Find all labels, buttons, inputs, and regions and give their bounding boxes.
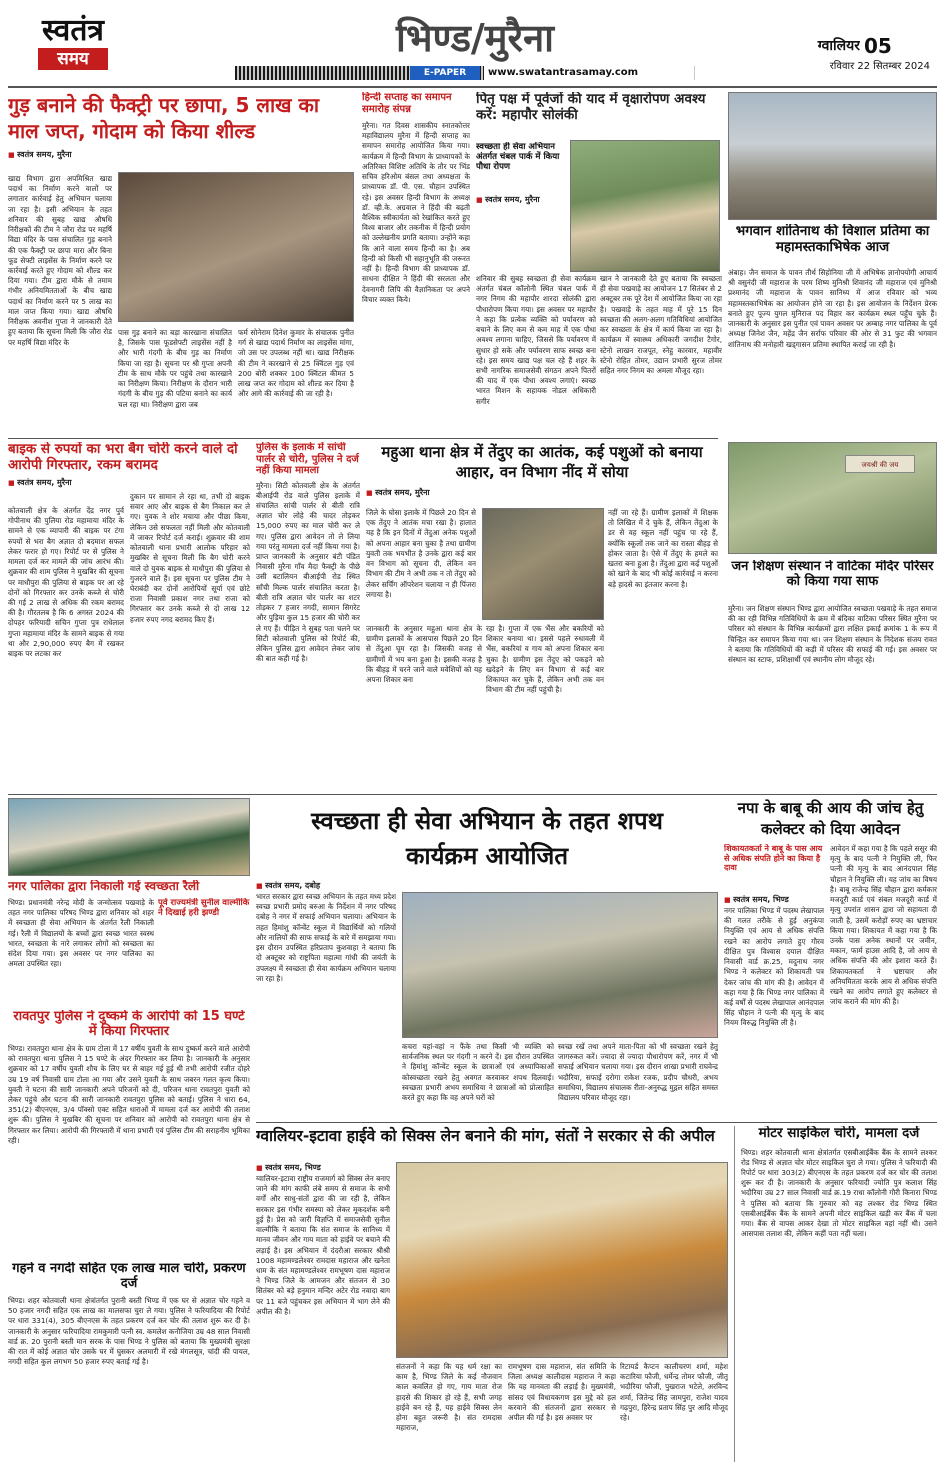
leopard-photo (482, 508, 604, 620)
body-col-3: रामभूषण दास महाराज, संत समिति के जिला अध्यक्ष कालीदास महाराज ने कहा कि यह मानवता की लड़ाई है। मुख्यमंत्री, सांसद एवं विधायकगण इस मुद्दे को हल करवाने की संतजनों द्वारा सरकार से अपील की गई है। इस अवसर पर (508, 1362, 616, 1423)
body: अंबाह। जैन समाज के पावन तीर्थ सिहोनिया जी में अभिषेक ज्ञानोपयोगी आचार्य श्री वसुनंदी जी महाराज के परम शिष्य मुनिश्री शिवानंद जी महाराज एवं मुनिश्री प्रश्मानंद जी महाराज के पावन सानिध्य में आज रविवार को भव्य महामस्तकाभिषेक का आयोजन होने जा रहा है। इस आयोजन के निर्देशन प्रेरक बनाते हुए पूज्य युगल मुनिराज पद विहार कर कार्यक्रम स्थल पहुँच चुके हैं। जानकारी के अनुसार इस पुनीत एवं पावन अवसर पर अम्बाह नगर पालिका के पूर्व अध्यक्ष जिनेश जैन, महेंद्र जैन सर्राफ परिवार की ओर से 31 फुट की भगवान शांतिनाथ की मनोहारी खड्गासन प्रतिमा स्थापित कराई जा रही है। (728, 268, 937, 349)
headline: नगर पालिका द्वारा निकाली गई स्वच्छता रैली (8, 880, 200, 893)
masthead-rule (8, 86, 937, 88)
body-col-4: नहीं जा रहे हैं। ग्रामीण इलाकों में शिक्षक तो लिखित में दे चुके हैं, लेकिन तेंदुआ के डर से वह स्कूल नहीं पहुंच पा रहे हैं, क्योंकि स्कूलों तक जाने का रास्ता बीहड़ से होकर जाता है। ऐसे में तेंदुए के हमले का खतरा बना हुआ है। तेंदुआ द्वारा कई पशुओं को खाने के बाद भी कोई कार्रवाई न करना बड़े हादसे का इंतजार करना है। (608, 508, 718, 589)
byline: ■ स्वतंत्र समय, मुरैना (476, 194, 568, 205)
headline: नपा के बाबू की आय की जांच हेतु कलेक्टर को दिया आवेदन (737, 799, 924, 838)
edition-title: भिण्ड/मुरैना (395, 16, 554, 60)
inset-headline: पूर्व राज्यमंत्री सुनील वाल्मीकि ने दिखाई हरी झण्डी (158, 898, 250, 919)
body: मुरैना। गत दिवस शासकीय स्नातकोत्तर महाविद्यालय मुरैना में हिन्दी सप्ताह का समापन समारोह आयोजित किया गया। कार्यक्रम में हिन्दी विभाग के प्राध्यापकों के अतिरिक्त विशिष्ट अतिथि के तौर पर भिंड सचिव हरिओम बंसल तथा अध्यक्षता के प्राध्यापक डॉ. पी. एस. चौहान उपस्थित रहे। इस अवसर हिन्दी विभाग के अध्यक्ष डॉ. व्ही.के. अग्रवाल ने हिंदी की बढ़ती वैश्विक स्वीकार्यता को रेखांकित करते हुए विश्व बाजार और तकनीक में हिन्दी प्रयोग को उल्लेखनीय प्रगति बताया। उन्होंने कहा कि आने वाला समय हिन्दी का है। अब हिन्दी को किसी भी सहानुभूति की जरूरत नहीं है। हिन्दी विभाग की प्राध्यापक डॉ. साधना दीक्षित ने हिंदी की सरलता और देवनागरी लिपि की वैज्ञानिकता पर अपने विचार व्यक्त किये। (362, 121, 470, 304)
body: मुरैना। सिटी कोतवाली क्षेत्र के अंतर्गत बीआईपी रोड वाले पुलिस इलाके में संचालित सांची पार्लर से बीती रात्रि अज्ञात चोर लोहे की चादर तोड़कर 15,000 रुपए का माल चोरी कर ले गए। पुलिस द्वारा आवेदन तो ले लिया गया परंतु मामला दर्ज नहीं किया गया है। प्राप्त जानकारी के अनुसार बंटी पंडित निवासी मुरैना गाँव मैदा फैक्ट्री के पीछे उसी बटालियन बीआईपी रोड स्थित साँची मिल्क पार्लर संचालित करता है। बीती रात्रि अज्ञात चोर पार्लर का शटर तोड़कर 7 हजार नगदी, सामान सिगरेट और पुड़िया कुल 15 हजार की चोरी कर ले गए हैं। पीड़ित ने सुबह पता चलने पर सिटी कोतवाली पुलिस को रिपोर्ट की, लेकिन पुलिस द्वारा आवेदन लेकर जांच की बात कही गई है। (256, 480, 360, 664)
headline: स्वच्छता ही सेवा अभियान के तहत शपथ कार्यक्रम आयोजित (311, 807, 663, 870)
body: भिण्ड। प्रधानमंत्री नरेन्द्र मोदी के जन्मोत्सव पखवाड़े के तहत नगर पालिका परिषद भिण्ड द्वारा शनिवार को शहर में स्वच्छता ही सेवा अभियान के अंतर्गत रैली निकाली गई। रैली में विद्यालयों के बच्चों द्वारा स्वच्छ भारत स्वस्थ भारत, स्वच्छता के नारे लगाकर लोगों को स्वच्छता का संदेश दिया गया। इस अवसर पर नगर पालिका का अमला उपस्थित रहा। (8, 898, 154, 969)
body-col-3: स्वच्छ रखें तथा अपने माता-पिता को भी स्वच्छता रखने हेतु जागरुकत करें। ज्यादा से ज्यादा पौधारोपण करें, नगर में भी सफाई अभियान चलाया गया। इस दौरान शाखा प्रभारी राघवेन्द्र भदौरिया, सफाई दरोगा राकेश रजक, प्रदीप चौधरी, अभय समाधिया, विद्यालय संचालक रीता-अनुरुद्ध मुद्गल सहित समस्त विद्यालय परिवार मौजूद रहा। (558, 1042, 718, 1103)
body-col-2: जानकारी के अनुसार महुआ थाना क्षेत्र के ग्रामीण इलाकों के आसपास पिछले 20 दिन से तेंदुआ घूम रहा है। जिसकी वजह से ग्रामीणों में भय बना हुआ है। इसकी वजह है कि बीहड़ में चरने जाने वाले मवेशियों को यह अपना शिकार बना (366, 624, 482, 685)
body-col-1: भारत सरकार द्वारा स्वच्छ अभियान के तहत मध्य प्रदेश स्वच्छ प्रभारी प्रमोद बरुआ के निर्देशन में नगर परिषद दबोह ने नगर में सफाई अभियान चलाया। अभियान के तहत हिमांशु कॉन्वेंट स्कूल में विद्यार्थियों को गलियों और नालियों की साफ सफाई के बारे में समझाया गया। इस दौरान उपस्थित हरिप्रताप कुशवाहा ने बताया कि दो अक्टूबर को राष्ट्रपिता महात्मा गांधी की जयंती के उपलक्ष्य में स्वच्छता ही सेवा कार्यक्रम अभियान चलाया जा रहा है। (256, 892, 396, 983)
body-col-4: रिटायर्ड कैप्टन कालीचरण शर्मा, महेश कटारिया फौजी, धर्मेन्द्र तोमर फौजी, जीतू भदौरिया फौजी, पुखराज भटेले, अरविन्द शर्मा, जितेन्द्र सिंह जामपुरा, राजेश यादव गढ़पुरा, हिरेन्द्र प्रताप सिंह पुर आदि मौजूद रहे। (620, 1362, 728, 1423)
article-motorcycle (734, 1126, 937, 1462)
saints-photo (396, 1162, 728, 1358)
body-col-3: फर्म सोनेराम दिनेश कुमार के संचालक पुनीत गर्ग से खाद्य पदार्थ निर्माण का लाइसेंस मांगा, जो उस पर उपलब्ध नहीं था। खाद्य निरीक्षक की टीम ने कारखाने से 25 क्विंटल गुड़ एवं 200 बोरी शक्कर 100 क्विंटल कीमत 5 लाख जप्त कर गोदाम को शील्ड कर दिया है और आगे की कार्रवाई की जा रही है। (238, 328, 354, 399)
headline: जन शिक्षण संस्थान ने वाटिका मंदिर परिसर को किया गया साफ (731, 560, 934, 589)
body-col-2: आवेदन में कहा गया है कि पहले ससुर की मृत्यु के बाद पत्नी ने नियुक्ति ली, फिर पत्नी की मृत्यु के बाद आनंदपाल सिंह चौहान ने नियुक्ति ली। यह जांच का विषय है। बाबू राजेन्द्र सिंह चौहान द्वारा कर्मकार मजदूरी कार्ड एवं संबल मजदूरी कार्ड में मृत्यु उपरांत शासन द्वारा जो सहायता दी जाती है, उसमें करोड़ों रुपए का भ्रष्टाचार किया गया। शिकायत में कहा गया है कि उनके पास अनेक स्थानों पर जमीन, मकान, फार्म हाउस आदि है, जो आय से अधिक संपत्ति की ओर इशारा करते हैं। शिकायतकर्ता ने भ्रष्टाचार और अनियमितता करके आय से अधिक संपत्ति रखने का आरोप लगाते हुए कलेक्टर से जांच कराने की मांग की है। (830, 844, 937, 1007)
body-col-2: कचरा यहां-वहां न फैंके तथा किसी भी व्यक्ति को सार्वजनिक स्थल पर गंदगी न करने दें। इस दौरान उपस्थित ने हिमांशु कॉन्वेंट स्कूल के छात्राओं एवं अध्यापिकाओं कोस्वच्छता रखने हेतु अवगत करवाकर शपथ दिलवाई। स्वच्छता प्रभारी अभय समाधिया ने छात्राओं को प्रोत्साहित करते हुए कहा कि वह अपने घरों को (402, 1042, 554, 1103)
article-napa-babu (724, 798, 937, 1120)
city-label: ग्वालियर (817, 38, 860, 54)
subhead: स्वच्छता ही सेवा अभियान अंतर्गत चंबल पार्क में किया पौधा रोपण (476, 142, 560, 173)
body-col-2: खान ने जानकारी देते हुए बताया कि स्वच्छता ही सेवा पखवाड़े का आयोजन 17 सितंबर से 2 अक्टूबर तक पूरे देश में आयोजित किया जा रहा है। पखवाड़े के तहत माह में पूरे 15 दिन स्वच्छता की अलग-अलग गतिविधियां आयोजित कर स्वच्छता के क्षेत्र में कार्य किया जा रहा है। कार्यक्रम में स्वास्थ्य अधिकारी जगदीश टैगोर, स्टेनो लाखन राजपूत, स्नेहु कारवार, महावीर स्टेनो रोहित तोमर, उद्यान प्रभारी सुरज तोमर सहित नगर निगम का अमला मौजूद रहा। (600, 274, 722, 375)
headline: भगवान शांतिनाथ की विशाल प्रतिमा का महामस्तकाभिषेक आज (735, 224, 930, 255)
body-col-2: पास गुड़ बनाने का बड़ा कारखाना संचालित है, जिसके पास फूडसेफ्टी लाइसेंस नहीं है और भारी गंदगी के बीच गुड़ का निर्माण किया जा रहा है। सूचना पर श्री गुप्ता अपनी टीम के साथ मौके पर पहुंचे तथा कारखाने का निरीक्षण किया। निरीक्षण के दौरान भारी गंदगी के बीच गुड़ की पटिया बनाने का कार्य चल रहा था। निरीक्षण द्वारा जब (118, 328, 232, 409)
article-gud-factory (8, 92, 356, 434)
body-col-2: दुकान पर सामान ले रहा था, तभी दो बाइक सवार आए और बाइक से बैग निकाल कर ले गए। युवक ने शोर मचाया और पीछा किया, लेकिन उसे सफलता नहीं मिली और कोतवाली में जाकर रिपोर्ट दर्ज कराई। शुक्रवार की शाम कोतवाली थाना प्रभारी आलोक परिहार को मुखबिर से सूचना मिली कि बैग चोरी करने वाले दो युवक बाइक से माधौपुरा की पुलिया से गुजरने वाले हैं। इस सूचना पर पुलिस टीम ने घेराबंदी कर दोनों आरोपियों सूर्या एवं छोटे राजा निवासी प्रकाश नगर तथा राजा को गिरफ्तार कर उनके कब्जे से दो लाख 12 हजार रुपए नगद बरामद किए हैं। (130, 492, 250, 624)
article-shantinath (728, 92, 937, 434)
page-number: 05 (864, 34, 892, 56)
article-bag-theft (8, 442, 250, 790)
headline: गुड़ बनाने की फैक्ट्री पर छापा, 5 लाख का माल जप्त, गोदाम को किया शील्ड (8, 93, 320, 144)
body: भिण्ड। शहर कोतवाली थाना क्षेत्रांतर्गत पुरानी बस्ती भिण्ड में एक घर से अज्ञात चोर गहने व 50 हजार नगदी सहित एक लाख का मालसफा चुरा ले गया। पुलिस ने फरियादिया की रिपोर्ट पर धारा 331(4), 305 बीएनएस के तहत प्रकरण दर्ज कर चोर की तलाश शुरू कर दी है। जानकारी के अनुसार फरियादिया रामकुमारी पत्नी स्व. कमलेश कनौजिया उम्र 48 साल निवासी वार्ड क्र. 20 पुरानी बस्ती मान सरक के पास भिण्ड ने पुलिस को बताया कि मुख्यमंत्री सुरक्षा की रात में कोई अज्ञात चोर उसके घर में घुसकर अलमारी में रखे मंगलसूत्र, चांदी की पायल, नगदी सहित कुल लगभग 50 हजार रुपए बताई गई है। (8, 1295, 250, 1367)
subhead: शिकायतकर्ता ने बाबू के पास आय से अधिक संपति होने का किया है दावा (724, 844, 823, 873)
shapath-photo (402, 892, 718, 1038)
body: मुरैना। जन शिक्षण संस्थान भिण्ड द्वारा आयोजित स्वच्छता पखवाड़े के तहत समाज की का रही विभिन्न गतिविधियों के क्रम में बंदिका वाटिका परिसर स्थित मुरैना पर परिसर को संस्थान के विभिन्न कार्यक्रमों द्वारा लक्षित इकाई क्रमांक 1 के रूप में चिन्हित कर समापन किया गया था। जन शिक्षण संस्थान के निदेशक संजय रावत ने बताया कि गतिविधियों की कड़ी में परिसर की सफाई की गई। इस अवसर पर संस्थान का स्टाफ, प्रशिक्षार्थी एवं स्थानीय लोग मौजूद रहे। (728, 604, 937, 665)
byline: ■ स्वतंत्र समय, मुरैना (8, 149, 356, 160)
byline: ■ स्वतंत्र समय, भिण्ड (724, 894, 826, 905)
body-col-1: ग्वालियर-इटावा राष्ट्रीय राजमार्ग को सिक्स लेन बनाए जाने की मांग काफी लंबे समय से समाज के सभी वर्गों और साधु-संतों द्वारा की जा रही है, लेकिन सरकार इस गंभीर समस्या को लेकर मूकदर्शक बनी हुई है। प्रेस को जारी विज्ञप्ति में समाजसेवी सुनील वाल्मीकि ने बताया कि संत समाज के सानिध्य में मानव जीवन और गाय माता को हाईवे पर बचाने की लड़ाई है। इस अभियान में दंदरौआ सरकार श्रीश्री 1008 महामण्डलेश्वर रामदास महाराज और खनेता धाम के संत महामण्डलेश्वर रामभूषण दास महाराज ने भिण्ड जिले के आमजन और संतजन से 30 सितंबर को बड़े हनुमान मन्दिर अटेर रोड नवादा बाग पर 11 बजे पहुंचकर इस अभियान में भाग लेने की अपील की है। (256, 1174, 390, 1316)
divider (8, 438, 718, 439)
body-col-1: कोतवाली क्षेत्र के अंतर्गत देंद्र नगर पुर्व गोपीनाथ की पुलिया रोड महामाया मंदिर के सामने से एक व्यापारी की बाइक पर टंगा रुपयों से भरा बैग अज्ञात दो बदमाश सफल लेकर फरार हो गए। रिपोर्ट पर से पुलिस ने मामला दर्ज कर मामले की जांच आरंभ की। शुक्रवार की शाम पुलिस ने मुखबिर की सूचना पर माधौपुरा की पुलिया से बाइक पर आ रहे दोनों को गिरफ्तार कर उनके कब्जे से चोरी की गई 2 लाख से अधिक की रकम बरामद की है। गौरतलब है कि 6 अगस्त 2024 की दोपहर फरियादी सचिन गुप्ता पुत्र राधेलाल गुप्ता महामाया मंदिर के सामने बाइक से गया था और 2,90,000 रुपए बैग में रखकर बाइक पर लटका कर (8, 506, 124, 659)
headline: हिन्दी सप्ताह का समापन समारोह संपन्न (362, 92, 452, 115)
article-shapath (256, 798, 718, 1120)
logo-bottom: समय (38, 48, 108, 70)
article-jan-shikshan (728, 442, 937, 790)
article-highway (256, 1126, 728, 1462)
body-col-2: संतजनों ने कहा कि यह धर्म रक्षा का काम है, भिण्ड जिले के कई नौजवान काल कवलित हो गए, गाय माता रोज हादसे की शिकार हो रहे हैं, सभी जगह हाईवे बन रहे हैं, यह हाईवे सिक्स लेन होना बहुत जरूरी है। संत रामदास महाराज, (396, 1362, 502, 1433)
body-col-1: खाद्य विभाग द्वारा अपमिश्रित खाद्य पदार्थ का निर्माण करने वालों पर लगातार कार्रवाई हेतु अभियान चलाया जा रहा है। इसी अभियान के तहत शनिवार की सुबह खाद्य औषधि निरीक्षकों की टीम ने जौरा रोड पर महर्षि विद्या मंदिर के पास संचालित गुड़ बनाने की एक फैक्ट्री पर छापा मारा और बिना फूड सेफ्टी लाइसेंस के निर्माण करने पर कार्रवाई करते हुए गोदाम को शील्ड कर दिया गया। टीम द्वारा मौके से तमाम गंभीर अनियमितताओं के बीच खाद्य पदार्थ का निर्माण करने पर 5 लाख का माल जप्त किया गया। खाद्य औषधि निरीक्षक अवनीश गुप्ता ने जानकारी देते हुए बताया कि सूचना मिली कि जौरा रोड पर महर्षि विद्या मंदिर के (8, 174, 112, 347)
cleaning-photo (728, 442, 937, 554)
epaper-label: E-PAPER (410, 66, 480, 80)
divider (256, 1122, 937, 1123)
rally-photo (8, 798, 250, 876)
headline: गहने व नगदी सहित एक लाख माल चोरी, प्रकरण दर्ज (12, 1262, 246, 1291)
body: भिण्ड। रावतपुरा थाना क्षेत्र के ग्राम टोला में 17 वर्षीय युवती के साथ दुष्कर्म करने वाले आरोपी को रावतपुरा थाना पुलिस ने 15 घण्टे के अंदर गिरफ्तार कर लिया है। जानकारी के अनुसार शुक्रवार को 17 वर्षीय युवती शौच के लिए घर से बाहर गई हुई थी तभी आरोपी रजीत दोहरे उम्र 19 वर्ष निवासी ग्राम टोला आ गया और उसने युवती के साथ जबरन गलत कृत्य किया। युवती ने घटना की सारी जानकारी अपने परिजनों को दी, परिजन थाना रावतपुरा युवती को लेकर पहुंचे और घटना की सारी जानकारी रावतपुरा पुलिस को बताई। पुलिस ने धारा 64, 351(2) बीएनएस, 3/4 पॉक्सो एक्ट सहित धाराओं में मामला दर्ज कर आरोपी की तलाश शुरू की। पुलिस ने मुखबिर की सूचना पर शनिवार को आरोपी को रावतपुरा थाना क्षेत्र से गिरफ्तार कर लिया। आरोपी की गिरफ्तारी में थाना प्रभारी एवं पुलिस टीम की सराहनीय भूमिका रही। (8, 1043, 250, 1145)
article-hindi-week (362, 92, 470, 434)
logo (14, 14, 132, 76)
masthead (0, 0, 945, 88)
headline: बाइक से रुपयों का भरा बैग चोरी करने वाले दो आरोपी गिरफ्तार, रकम बरामद (8, 442, 238, 473)
article-sanchi-parlour (256, 442, 360, 790)
article-rawatpur (8, 1010, 250, 1162)
website-link[interactable]: www.swatantrasamay.com (484, 66, 694, 80)
banner-sign: जयश्री की जय (845, 455, 915, 473)
plantation-photo (570, 140, 720, 272)
headline: मोटर साइकिल चोरी, मामला दर्ज (758, 1126, 920, 1141)
headline: रावतपुर पुलिस ने दुष्कर्म के आरोपी को 15 घण्टे में किया गिरफ्तार (13, 1010, 245, 1039)
article-pitru-paksha (476, 92, 722, 434)
body: भिण्ड। शहर कोतवाली थाना क्षेत्रांतर्गत एसबीआईबैंक बैंक के सामने लश्कर रोड भिण्ड से अज्ञात चोर मोटर साइकिल चुरा ले गया। पुलिस ने फरियादी की रिपोर्ट पर धारा 303(2) बीएनएस के तहत प्रकरण दर्ज कर चोर की तलाश शुरू कर दी है। जानकारी के अनुसार फरियादी ज्योति पुत्र कलाश सिंह भदौरिया उम्र 27 साल निवासी वार्ड क्र.19 राधा कॉलोनी गौरी किनारा भिण्ड ने पुलिस को बताया कि गुरुवार को वह लश्कर रोड भिण्ड स्थित एसबीआईबैंक बैंक के सामने अपनी मोटर साइकिल खड़ी कर बैंक में चला गया। बैंक से वापस आकर देखा तो मोटर साइकिल वहां नहीं थी। उसने आसपास तलाश की, लेकिन कहीं पता नहीं चला। (741, 1147, 937, 1239)
body-col-3: रहा है। गुप्ता में एक भैंस और बकरियों को शिकार बनाया था। इससे पहले रुधावली में भैंस, बकरियां व गाय को अपना शिकार बना चुका है। ग्रामीण इस तेंदुए को पकड़ने को खदेड़ने के लिए वन विभाग से कई बार शिकायत कर चुके हैं, लेकिन अभी तक वन विभाग की टीम नहीं पहुंची है। (486, 624, 604, 695)
headline: महुआ थाना क्षेत्र में तेंदुए का आतंक, कई पशुओं को बनाया आहार, वन विभाग नींद में सोया (381, 443, 703, 482)
article-safai-rally (8, 798, 250, 1008)
byline: ■ स्वतंत्र समय, मुरैना (8, 477, 250, 488)
headline: पुलिस के इलाके में सांची पार्लर से चोरी, पुलिस ने दर्ज नहीं किया मामला (256, 442, 359, 476)
body-col-1: जिले के घोसा इलाके में पिछले 20 दिन से एक तेंदुए ने आतंक मचा रखा है। हालात यह है कि इन दिनों में तेंदुआ अनेक पशुओं को अपना आहार बना चुका है तथा ग्रामीण युवती तक भयभीत है उनके द्वारा कई बार वन विभाग को सूचना दी, लेकिन वन विभाग की टीम ने अभी तक न तो तेंदुए को लेकर सर्चिंग ऑपरेशन चलाया न ही पिंजरा लगाया है। (366, 508, 476, 599)
headline: पितृ पक्ष में पूर्वजों की याद में वृक्षारोपण अवश्य करें: महापौर सोलंकी (476, 92, 706, 123)
statue-photo (728, 92, 937, 220)
body-col-1: नगर पालिका भिण्ड में पदस्थ लेखापाल की गलत तरीके से हुई अनुकंपा नियुक्ति एवं आय से अधिक संपत्ति रखने का आरोप लगाते हुए गौरव दीक्षित पुत्र विश्वास दयाल दीक्षित निवासी वार्ड क्र.25, मदुनाथ नगर भिण्ड ने कलेक्टर को शिकायती पत्र देकर जांच की मांग की है। आवेदन में कहा गया है कि भिण्ड नगर पालिका में कई वर्षों से पदस्थ लेखापाल आनंदपाल सिंह चौहान ने पत्नी की मृत्यु के बाद नियम विरुद्ध नियुक्ति ली है। (724, 906, 824, 1028)
article-gahne-chori (8, 1262, 250, 1462)
issue-date: रविवार 22 सितम्बर 2024 (829, 61, 930, 72)
byline: ■ स्वतंत्र समय, मुरैना (366, 487, 718, 498)
byline: ■ स्वतंत्र समय, दबोह (256, 880, 376, 891)
factory-photo (118, 172, 354, 322)
article-leopard (366, 442, 718, 790)
byline: ■ स्वतंत्र समय, भिण्ड (256, 1162, 376, 1173)
logo-top: स्वतंत्र (41, 14, 104, 48)
headline: ग्वालियर-इटावा हाईवे को सिक्स लेन बनाने की मांग, संतों ने सरकार से की अपील (256, 1127, 715, 1145)
body-col-1: शनिवार की सुबह स्वच्छता ही सेवा कार्यक्रम अंतर्गत चंबल कॉलोनी स्थित चंबल पार्क में नगर निगम की महापौर शारदा सोलंकी द्वारा पौधारोपण किया गया। इस अवसर पर महापौर ने कहा कि प्रत्येक व्यक्ति को पर्यावरण को बचाने के लिए कम से कम माह में एक पौधा अवश्य लगाना चाहिए, जिससे कि पर्यावरण में सुधार हो सके और पर्यावरण साफ स्वच्छ बना रहे। इस समय खाद्य पक्ष चल रहे हैं शहर के सभी नागरिक समाजसेवी संगठन अपने पितरों की याद में एक पौधा अवश्य लगाएं। स्वच्छ भारत मिशन के सहायक नोडल अधिकारी सगीर (476, 274, 596, 406)
divider (8, 794, 937, 795)
